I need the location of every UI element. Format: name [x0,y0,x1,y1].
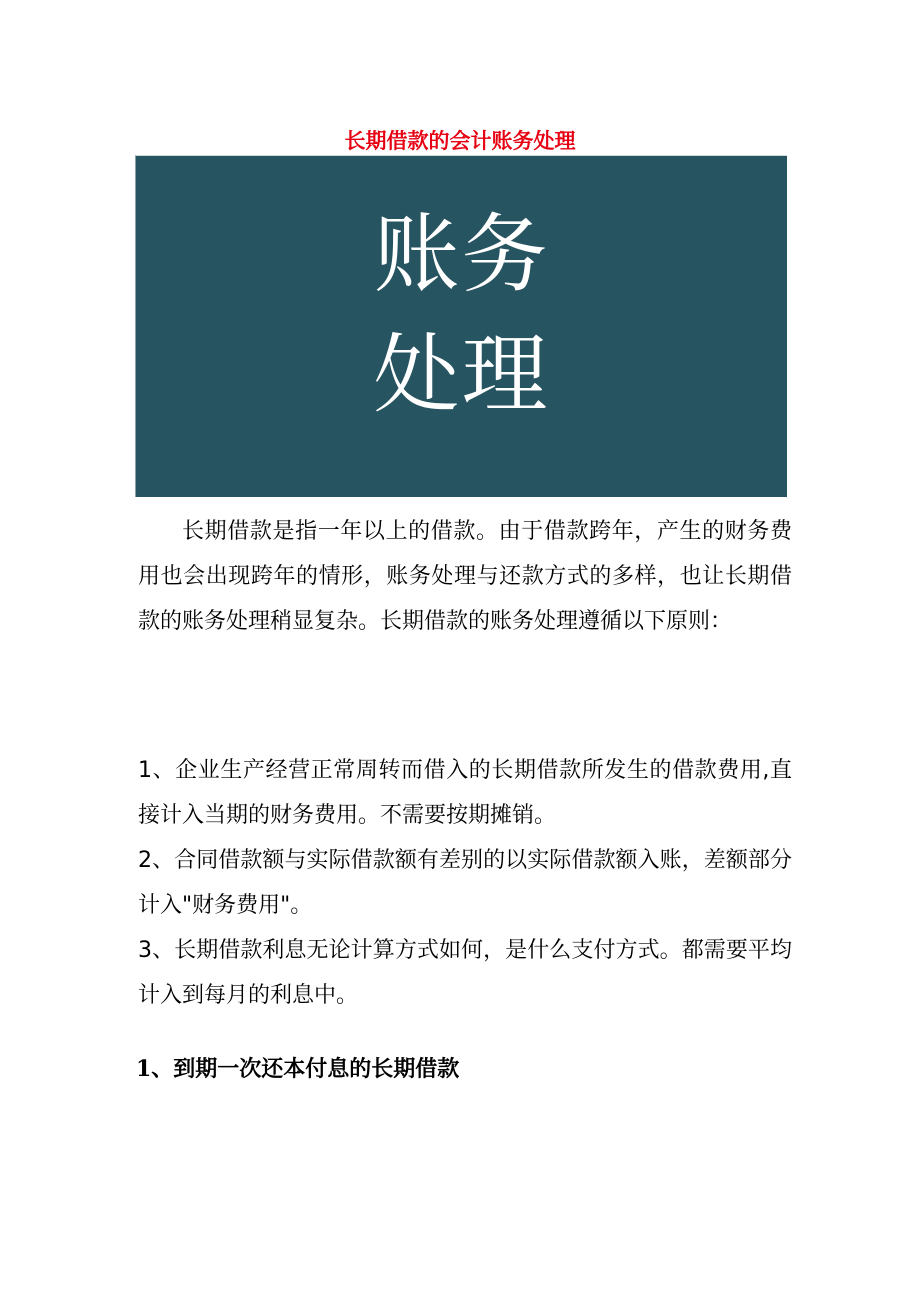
rules-list [138,748,792,1018]
banner-text-line-1: 账务 [373,205,550,305]
banner-text-line-2: 处理 [373,325,550,425]
rule-item-3: 3、长期借款利息无论计算方式如何，是什么支付方式。都需要平均计入到每月的利息中。 [138,938,792,1008]
title-banner [135,155,787,497]
document-title: 长期借款的会计账务处理 [344,129,576,153]
intro-paragraph: 长期借款是指一年以上的借款。由于借款跨年，产生的财务费用也会出现跨年的情形，账务处理与还款方式的多样，也让长期借款的账务处理稍显复杂。长期借款的账务处理遵循以下原则： [138,519,792,634]
section-heading: 1、到期一次还本付息的长期借款 [136,1056,460,1082]
rule-item-2: 2、合同借款额与实际借款额有差别的以实际借款额入账，差额部分计入"财务费用"。 [138,848,792,918]
rule-item-1: 1、企业生产经营正常周转而借入的长期借款所发生的借款费用,直接计入当期的财务费用。不需要按期摊销。 [138,758,792,828]
